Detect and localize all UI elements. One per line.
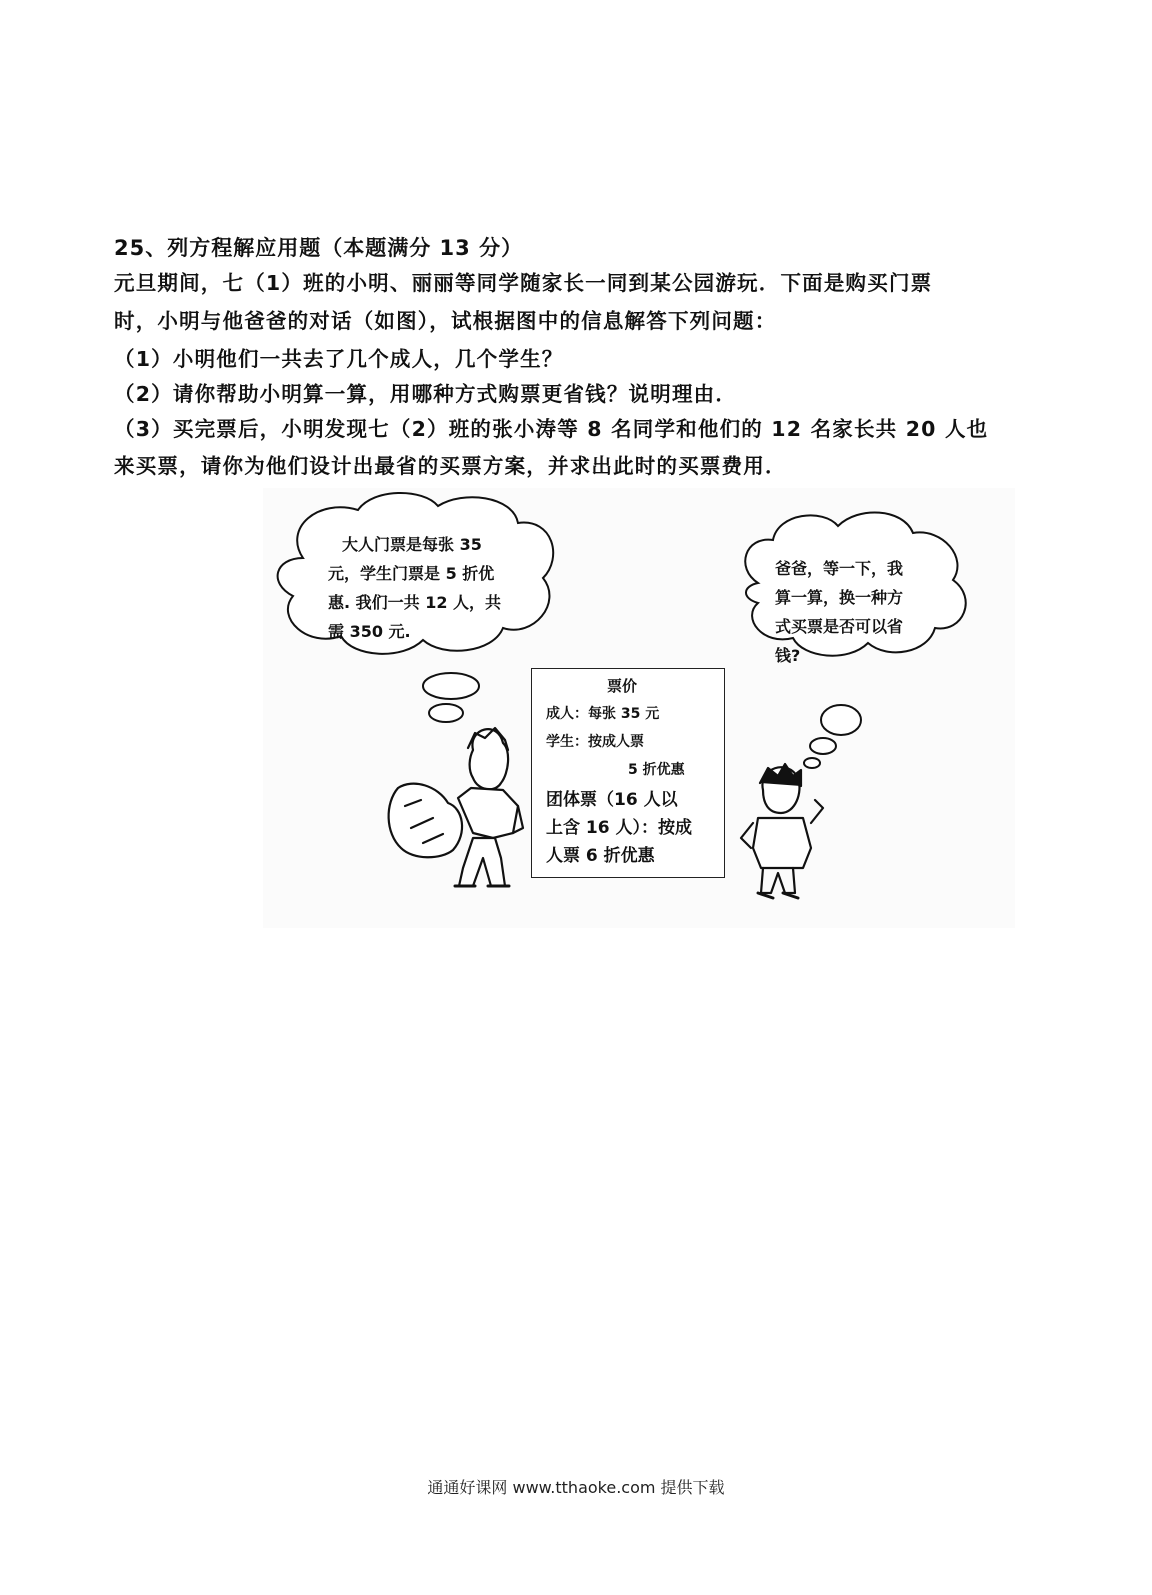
father-figure [389,728,523,886]
father-speech-line-4: 需 350 元. [328,622,411,641]
sub-question-2: （2）请你帮助小明算一算，用哪种方式购票更省钱？说明理由． [114,382,738,406]
question-line-1: 元旦期间，七（1）班的小明、丽丽等同学随家长一同到某公园游玩．下面是购买门票 [114,271,933,295]
price-group-line-3: 人票 6 折优惠 [546,846,655,866]
father-speech-line-2: 元，学生门票是 5 折优 [328,564,495,583]
price-adult: 成人：每张 35 元 [546,706,660,722]
son-speech-line-2: 算一算，换一种方 [775,588,904,607]
question-line-2: 时，小明与他爸爸的对话（如图），试根据图中的信息解答下列问题： [114,309,777,333]
price-student-line-1: 学生：按成人票 [546,734,644,750]
father-speech [328,530,501,646]
dialogue-figure [263,488,1015,928]
son-speech [775,554,903,670]
son-speech-line-4: 钱? [775,646,801,665]
father-speech-line-3: 惠. 我们一共 12 人，共 [328,593,502,612]
sub-question-1: （1）小明他们一共去了几个成人，几个学生？ [114,347,564,371]
son-speech-line-3: 式买票是否可以省 [775,617,904,636]
price-student-line-2: 5 折优惠 [628,762,685,778]
father-speech-line-1: 大人门票是每张 35 [342,535,482,554]
question-title: 25、列方程解应用题（本题满分 13 分） [114,236,524,260]
son-figure [741,764,823,898]
sub-question-3-line-1: （3）买完票后，小明发现七（2）班的张小涛等 8 名同学和他们的 12 名家长共 20 人也 [114,417,989,441]
footer-credit: 通通好课网 www.tthaoke.com 提供下载 [427,1478,725,1497]
price-box-title: 票价 [607,677,638,695]
son-speech-line-1: 爸爸，等一下，我 [775,559,904,578]
price-group-line-2: 上含 16 人）：按成 [546,818,692,838]
price-group-line-1: 团体票（16 人以 [546,790,678,810]
ticket-price-box [531,668,725,878]
sub-question-3-line-2: 来买票，请你为他们设计出最省的买票方案，并求出此时的买票费用． [114,454,787,478]
